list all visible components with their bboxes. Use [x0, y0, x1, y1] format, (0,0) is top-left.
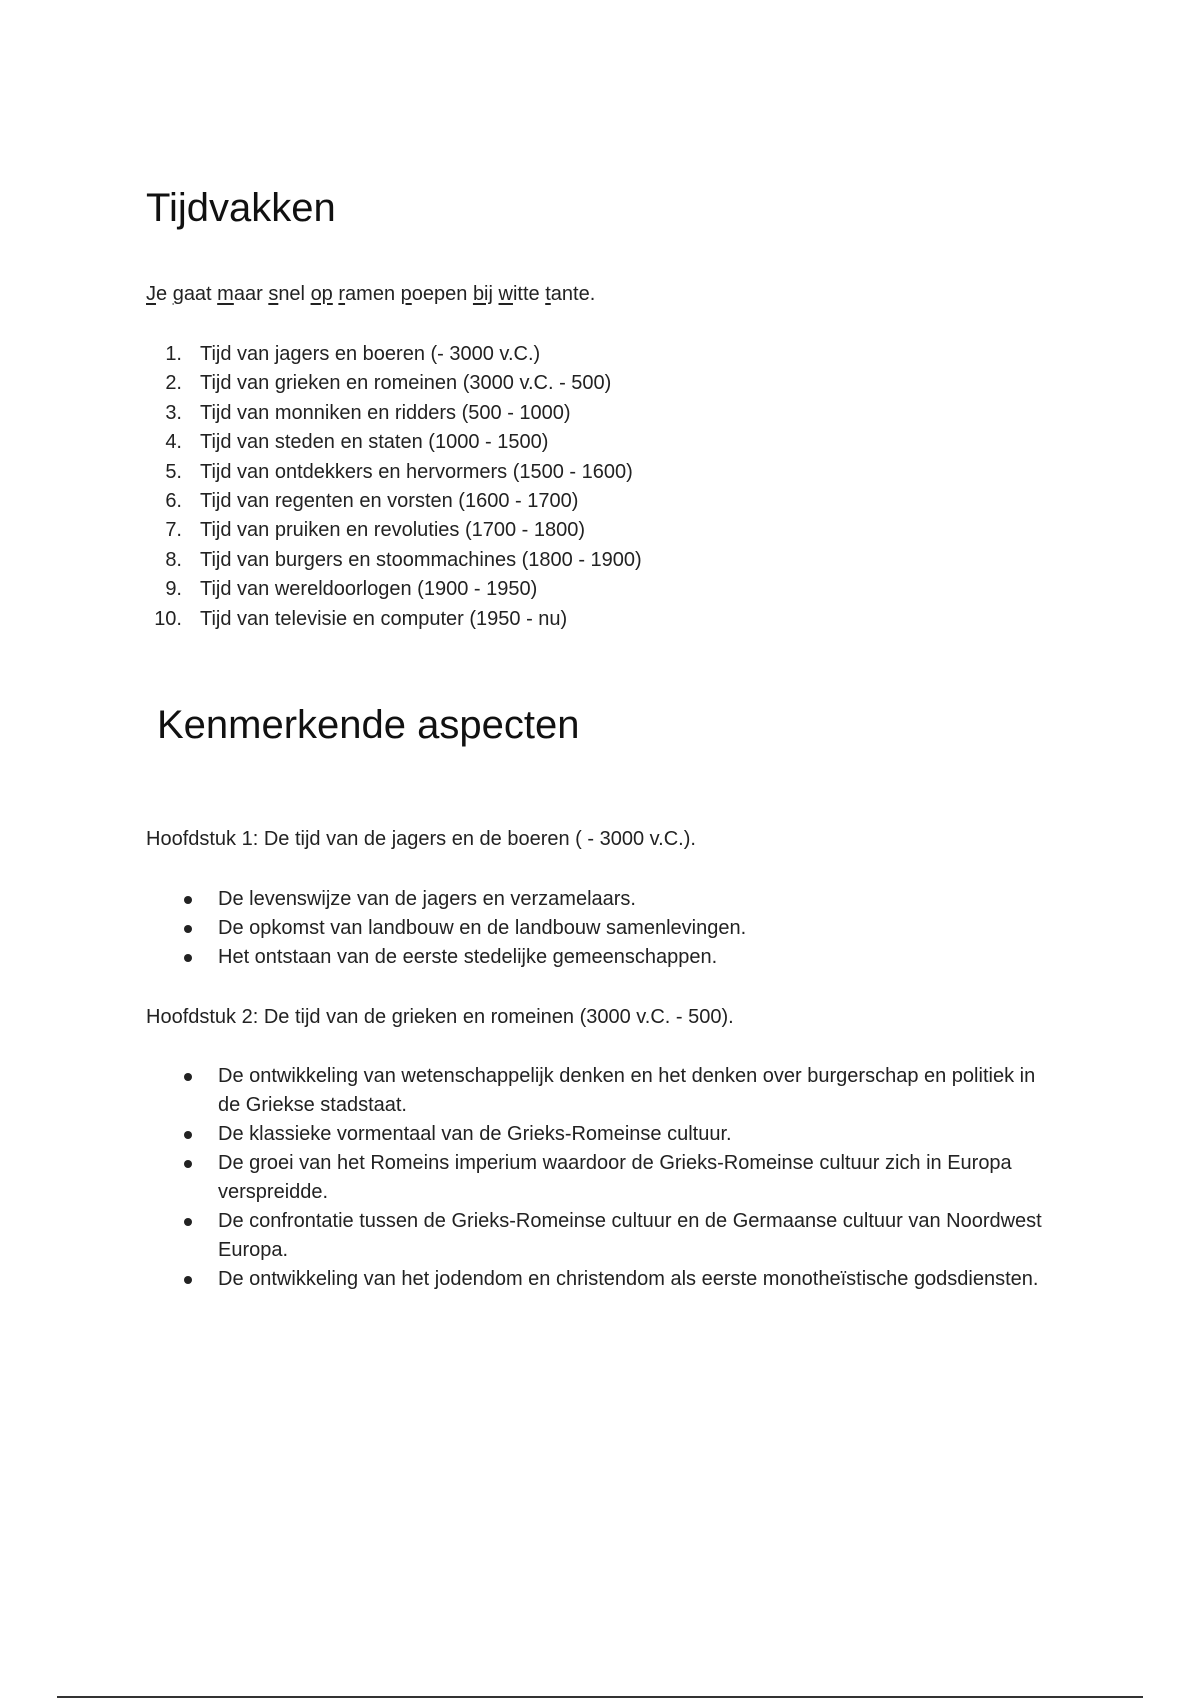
chapter-2-title: Hoofdstuk 2: De tijd van de grieken en romeinen (3000 v.C. - 500). — [146, 1006, 734, 1028]
era-list-item — [146, 605, 642, 634]
mnemonic-rest: ante. — [550, 283, 596, 305]
mnemonic-rest: e — [156, 283, 173, 305]
era-number: 4. — [165, 431, 182, 454]
era-list-item — [146, 458, 642, 487]
aspect-text: De klassieke vormentaal van de Grieks-Romeinse cultuur. — [218, 1123, 732, 1145]
mnemonic-letter: op — [310, 283, 333, 305]
era-number: 2. — [165, 372, 182, 395]
era-list — [146, 340, 642, 634]
bullet-icon — [184, 954, 192, 962]
mnemonic-letter: t — [545, 283, 551, 305]
heading-kenmerkende-aspecten: Kenmerkende aspecten — [157, 703, 580, 747]
aspect-text: Het ontstaan van de eerste stedelijke gemeenschappen. — [218, 946, 718, 968]
era-list-item — [146, 575, 642, 604]
era-text: Tijd van monniken en ridders (500 - 1000) — [200, 401, 571, 424]
era-text: Tijd van grieken en romeinen (3000 v.C. - 500) — [200, 372, 612, 395]
aspect-list-item — [146, 1120, 1046, 1149]
era-list-item — [146, 487, 642, 516]
bullet-icon — [184, 1160, 192, 1168]
era-list-item — [146, 546, 642, 575]
mnemonic-rest: nel — [278, 283, 311, 305]
mnemonic-rest: aat — [183, 283, 218, 305]
bullet-icon — [184, 1073, 192, 1081]
era-number: 3. — [165, 401, 182, 424]
aspect-list-item — [146, 1207, 1046, 1265]
mnemonic-letter: g — [172, 283, 184, 305]
era-number: 1. — [165, 343, 182, 365]
mnemonic-rest: oepen — [411, 283, 473, 305]
era-number: 7. — [165, 519, 182, 542]
mnemonic-sentence — [146, 283, 595, 306]
mnemonic-letter: m — [217, 283, 234, 305]
chapter-2-aspect-list — [146, 1062, 1046, 1294]
era-text: Tijd van jagers en boeren (- 3000 v.C.) — [200, 343, 541, 365]
bullet-icon — [184, 1131, 192, 1139]
aspect-text: De groei van het Romeins imperium waardoor de Grieks-Romeinse cultuur zich in Europa verspreidde. — [218, 1152, 1012, 1203]
aspect-list-item — [146, 885, 1046, 914]
bullet-icon — [184, 1218, 192, 1226]
mnemonic-rest: aar — [233, 283, 269, 305]
chapter-1-title: Hoofdstuk 1: De tijd van de jagers en de boeren ( - 3000 v.C.). — [146, 828, 696, 850]
aspect-list-item — [146, 1265, 1046, 1294]
aspect-list-item — [146, 1062, 1046, 1120]
era-text: Tijd van ontdekkers en hervormers (1500 - 1600) — [200, 460, 633, 483]
mnemonic-rest: amen — [345, 283, 401, 305]
era-number: 10. — [154, 607, 182, 630]
era-text: Tijd van burgers en stoommachines (1800 - 1900) — [200, 548, 642, 571]
mnemonic-letter: s — [268, 283, 279, 305]
era-list-item — [146, 340, 642, 369]
footer-divider — [57, 1696, 1143, 1698]
aspect-list-item — [146, 914, 1046, 943]
era-number: 6. — [165, 489, 182, 512]
mnemonic-letter: p — [400, 283, 412, 305]
era-number: 9. — [165, 578, 182, 601]
aspect-list-item — [146, 943, 1046, 972]
mnemonic-letter: r — [338, 283, 346, 305]
heading-tijdvakken: Tijdvakken — [146, 186, 336, 230]
aspect-text: De confrontatie tussen de Grieks-Romeinse cultuur en de Germaanse cultuur van Noordwest Europa. — [218, 1210, 1042, 1261]
mnemonic-rest: itte — [512, 283, 546, 305]
era-text: Tijd van regenten en vorsten (1600 - 1700) — [200, 489, 579, 512]
aspect-text: De ontwikkeling van wetenschappelijk denken en het denken over burgerschap en politiek in de Griekse stadstaat. — [218, 1065, 1036, 1116]
mnemonic-letter: w — [498, 283, 513, 305]
era-text: Tijd van steden en staten (1000 - 1500) — [200, 431, 549, 454]
aspect-list-item — [146, 1149, 1046, 1207]
era-number: 8. — [165, 548, 182, 571]
bullet-icon — [184, 925, 192, 933]
bullet-icon — [184, 896, 192, 904]
bullet-icon — [184, 1276, 192, 1284]
mnemonic-letter: J — [146, 283, 156, 305]
era-text: Tijd van televisie en computer (1950 - nu) — [200, 607, 568, 630]
chapter-1-aspect-list — [146, 885, 1046, 972]
era-list-item — [146, 399, 642, 428]
era-list-item — [146, 428, 642, 457]
mnemonic-letter: bij — [472, 283, 493, 305]
era-list-item — [146, 516, 642, 545]
era-list-item — [146, 369, 642, 398]
aspect-text: De opkomst van landbouw en de landbouw samenlevingen. — [218, 917, 747, 939]
aspect-text: De ontwikkeling van het jodendom en christendom als eerste monotheïstische godsdiensten. — [218, 1268, 1039, 1290]
era-text: Tijd van wereldoorlogen (1900 - 1950) — [200, 578, 538, 601]
era-number: 5. — [165, 460, 182, 483]
era-text: Tijd van pruiken en revoluties (1700 - 1800) — [200, 519, 586, 542]
aspect-text: De levenswijze van de jagers en verzamelaars. — [218, 888, 636, 910]
